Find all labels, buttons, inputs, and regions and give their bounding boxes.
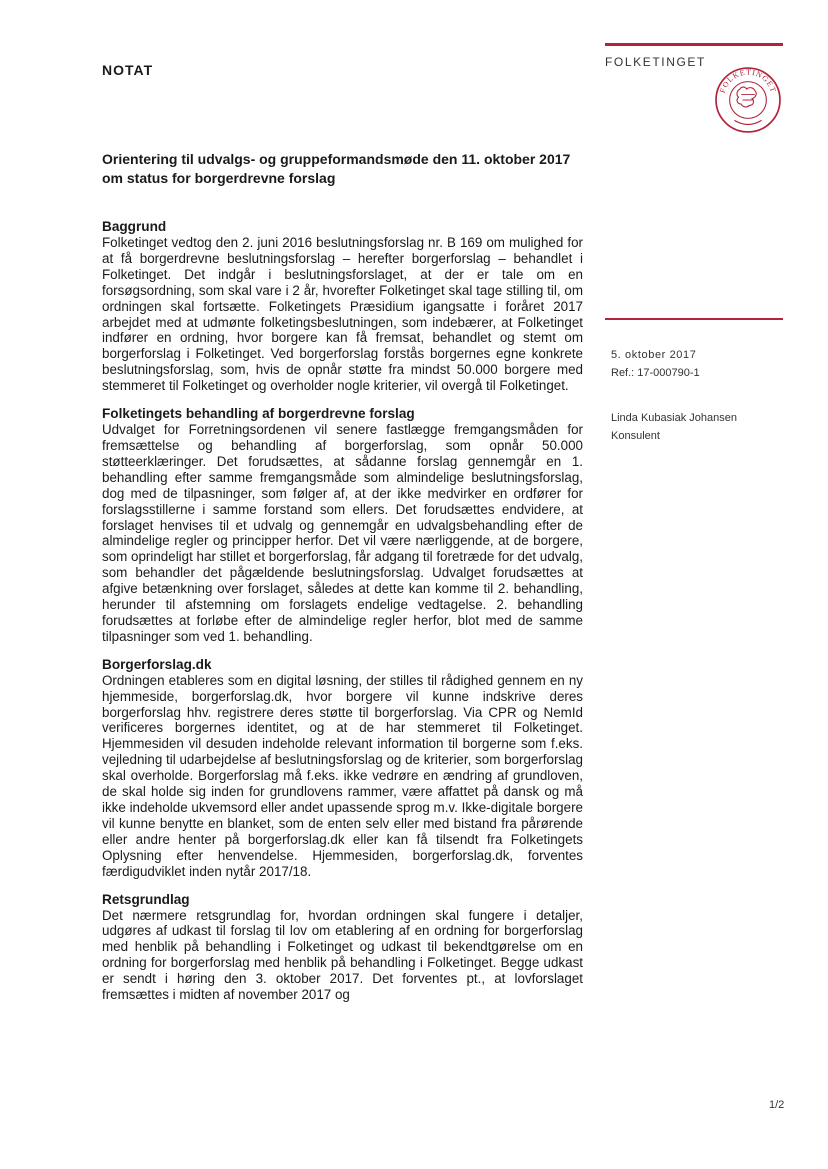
section-heading: Borgerforslag.dk <box>102 656 212 672</box>
document-title-line-1: Orientering til udvalgs- og gruppeformandsmøde den 11. oktober 2017 <box>102 151 571 167</box>
header-rule <box>605 43 783 46</box>
section-baggrund <box>102 219 583 394</box>
section-retsgrundlag <box>102 892 583 1003</box>
document-body <box>102 219 583 1015</box>
organization-name: FOLKETINGET <box>605 55 706 69</box>
folketinget-seal-icon <box>714 66 782 134</box>
svg-text:FOLKETINGET <box>718 68 778 95</box>
document-date: 5. oktober 2017 <box>611 349 697 361</box>
document-reference: Ref.: 17-000790-1 <box>611 367 700 379</box>
section-paragraph: Det nærmere retsgrundlag for, hvordan ordningen skal fungere i detaljer, udgøres af udkast til forslag til lov om etablering af en ordning for borgerforslag med henblik på behandling i Folketinget og udkast til bekendtgørelse om en ordning for borgerforslag med henblik på behandling i Folketinget. Begge udkast er sendt i høring den 3. oktober 2017. Det forventes pt., at lovforslaget fremsættes i midten af november 2017 og <box>102 907 583 1003</box>
seal-lettering: FOLKETINGET <box>717 67 779 95</box>
sidebar-date-block <box>611 346 791 382</box>
section-folketingets-behandling <box>102 406 583 645</box>
sidebar-rule <box>605 318 783 320</box>
document-title-line-2: om status for borgerdrevne forslag <box>102 170 336 186</box>
section-borgerforslag-dk <box>102 657 583 880</box>
contact-title: Konsulent <box>611 430 660 442</box>
page-number: 1/2 <box>769 1099 785 1111</box>
sidebar-contact-block <box>611 409 791 445</box>
section-heading: Baggrund <box>102 219 167 234</box>
section-heading: Retsgrundlag <box>102 891 190 907</box>
document-title <box>102 150 582 188</box>
section-heading: Folketingets behandling af borgerdrevne forslag <box>102 406 415 422</box>
section-paragraph: Udvalget for Forretningsordenen vil senere fastlægge fremgangsmåden for fremsættelse og behandling af borgerforslag, som opnår 50.000 støtteerklæringer. Det forudsættes, at sådanne forslag gennemgår en 1. behandling efter samme fremgangsmåde som almindelige beslutningsforslag, dog med de tilpasninger, som følger af, at der ikke medvirker en ordfører for forslagsstillerne i samme forstand som ellers. Det forudsættes endvidere, at forslaget henvises til et udvalg og gennemgår en udvalgsbehandling efter de almindelige regler og principper herfor. Det vil være nærliggende, at de borgere, som oprindeligt har stillet et borgerforslag, får adgang til foretræde for det udvalg, som behandler det pågældende beslutningsforslag. Udvalget forudsættes at afgive betænkning over forslaget, således at dette kan komme til 2. behandling, herunder til afstemning om forslagets endelige vedtagelse. 2. behandling forudsættes at forløbe efter de almindelige regler herfor, blot med de samme tilpasninger som ved 1. behandling. <box>102 422 583 644</box>
document-type-label: NOTAT <box>102 62 154 78</box>
section-paragraph: Folketinget vedtog den 2. juni 2016 beslutningsforslag nr. B 169 om mulighed for at få borgerdrevne beslutningsforslag – herefter borgerforslag – behandlet i Folketinget. Det indgår i beslutningsforslaget, at der er tale om en forsøgsordning, som skal vare i 2 år, hvorefter Folketinget skal tage stilling til, om ordningen skal fortsætte. Folketingets Præsidium igangsatte i foråret 2017 arbejdet med at udmønte folketingsbeslutningen, som indebærer, at Folketinget indfører en ordning, hvor borgere kan få fremsat, behandlet og stemt om borgerforslag i Folketinget. Ved borgerforslag forstås borgernes egne konkrete beslutningsforslag, som, hvis de opnår støtte fra mindst 50.000 borgere med stemmeret til Folketinget og overholder nogle kriterier, vil overgå til Folketinget. <box>102 235 583 394</box>
contact-name: Linda Kubasiak Johansen <box>611 412 737 424</box>
section-paragraph: Ordningen etableres som en digital løsning, der stilles til rådighed gennem en ny hjemmeside, borgerforslag.dk, hvor borgere vil kunne indskrive deres borgerforslag hhv. registrere deres støtte til borgerforslag. Via CPR og NemId verificeres borgernes identitet, og at de har stemmeret til Folketinget. Hjemmesiden vil desuden indeholde relevant information til borgerne som f.eks. vejledning til udarbejdelse af beslutningsforslag og de kriterier, som borgerforslag skal overholde. Borgerforslag må f.eks. ikke vedrøre en ændring af grundloven, de skal holde sig inden for grundlovens rammer, være affattet på dansk og må ikke indeholde ukvemsord eller andet upassende sprog m.v. Ikke-digitale borgere vil kunne benytte en blanket, som de enten selv eller med bistand fra pårørende eller andre henter på borgerforslag.dk eller kan få tilsendt fra Folketingets Oplysning efter henvendelse. Hjemmesiden, borgerforslag.dk, forventes færdigudviklet inden nytår 2017/18. <box>102 672 583 879</box>
